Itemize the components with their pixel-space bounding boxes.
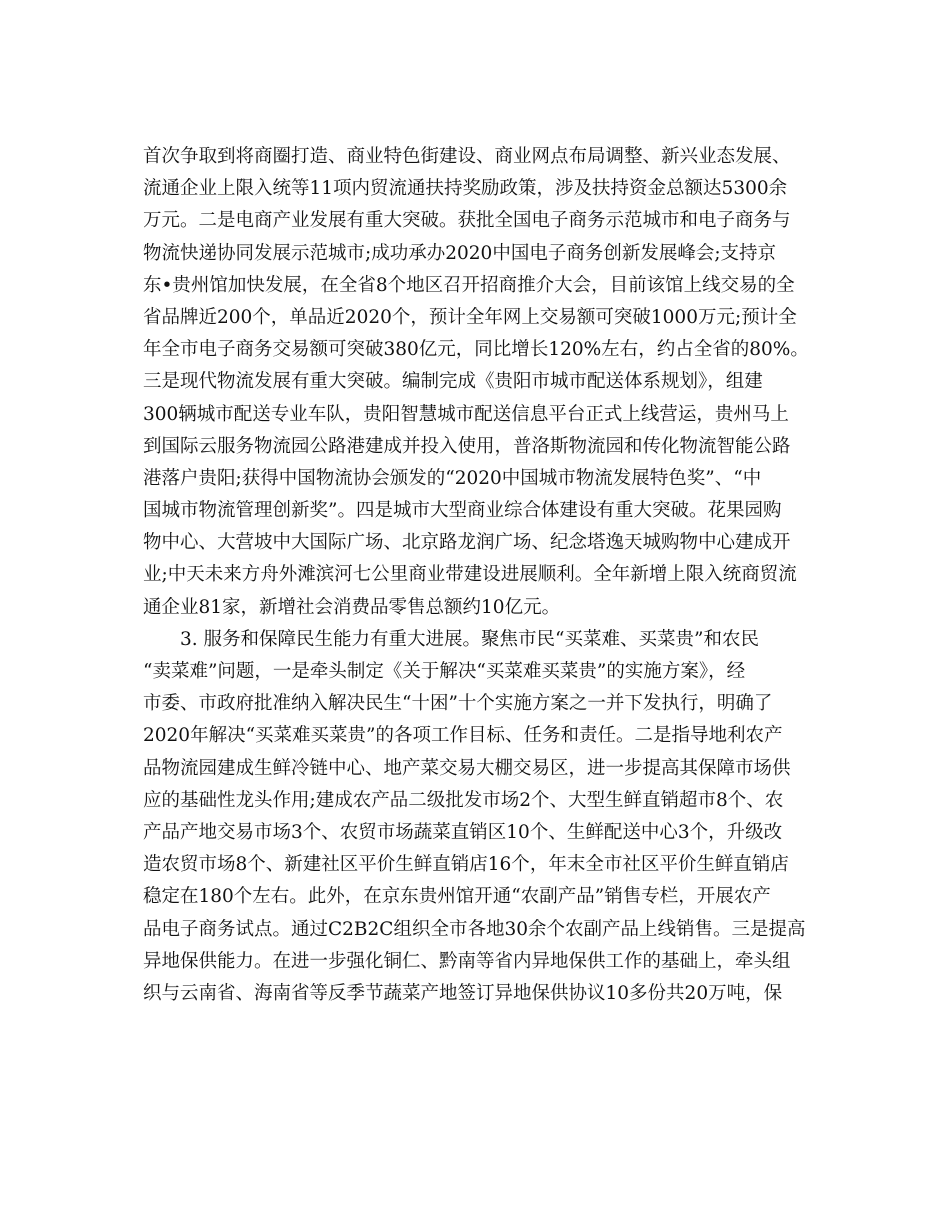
text-line: 稳定在180个左右。此外，在京东贵州馆开通“农副产品”销售专栏，开展农产 <box>143 886 771 908</box>
paragraph-start-line: 3. 服务和保障民生能力有重大进展。聚焦市民“买菜难、买菜贵”和农民 <box>180 628 759 650</box>
text-line: 应的基础性龙头作用;建成农产品二级批发市场2个、大型生鲜直销超市8个、农 <box>143 789 784 811</box>
text-line: 国城市物流管理创新奖”。四是城市大型商业综合体建设有重大突破。花果园购 <box>143 500 782 522</box>
text-line: 三是现代物流发展有重大突破。编制完成《贵阳市城市配送体系规划》，组建 <box>143 371 763 393</box>
text-line: 织与云南省、海南省等反季节蔬菜产地签订异地保供协议10多份共20万吨，保 <box>143 982 783 1004</box>
text-line: 产品产地交易市场3个、农贸市场蔬菜直销区10个、生鲜配送中心3个，升级改 <box>143 821 783 843</box>
text-line: 省品牌近200个，单品近2020个，预计全年网上交易额可突破1000万元;预计全 <box>143 306 797 328</box>
text-line: 万元。二是电商产业发展有重大突破。获批全国电子商务示范城市和电子商务与 <box>143 210 791 232</box>
text-line: 300辆城市配送专业车队，贵阳智慧城市配送信息平台正式上线营运，贵州马上 <box>143 403 789 425</box>
text-line: 业;中天未来方舟外滩滨河七公里商业带建设进展顺利。全年新增上限入统商贸流 <box>143 564 797 586</box>
text-line: 首次争取到将商圈打造、商业特色街建设、商业网点布局调整、新兴业态发展、 <box>143 146 791 167</box>
text-line: 东•贵州馆加快发展，在全省8个地区召开招商推介大会，目前该馆上线交易的全 <box>143 274 795 296</box>
text-line: 流通企业上限入统等11项内贸流通扶持奖励政策，涉及扶持资金总额达5300余 <box>143 178 788 200</box>
text-line: 物中心、大营坡中大国际广场、北京路龙润广场、纪念塔逸天城购物中心建成开 <box>143 532 791 554</box>
text-line: 物流快递协同发展示范城市;成功承办2020中国电子商务创新发展峰会;支持京 <box>143 242 777 264</box>
body-text <box>143 141 813 1010</box>
text-line: 港落户贵阳;获得中国物流协会颁发的“2020中国城市物流发展特色奖”、“中 <box>143 467 762 489</box>
text-line: 造农贸市场8个、新建社区平价生鲜直销店16个，年末全市社区平价生鲜直销店 <box>143 854 789 876</box>
text-line: 市委、市政府批准纳入解决民生“十困”十个实施方案之一并下发执行，明确了 <box>143 693 773 715</box>
text-line: “卖菜难”问题，一是牵头制定《关于解决“买菜难买菜贵”的实施方案》，经 <box>143 661 746 682</box>
text-line: 到国际云服务物流园公路港建成并投入使用，普洛斯物流园和传化物流智能公路 <box>143 435 791 457</box>
text-line: 品电子商务试点。通过C2B2C组织全市各地30余个农副产品上线销售。三是提高 <box>143 918 806 940</box>
text-line: 品物流园建成生鲜冷链中心、地产菜交易大棚交易区，进一步提高其保障市场供 <box>143 757 791 779</box>
text-line: 通企业81家，新增社会消费品零售总额约10亿元。 <box>143 596 561 618</box>
text-line: 2020年解决“买菜难买菜贵”的各项工作目标、任务和责任。二是指导地利农产 <box>143 725 783 747</box>
text-line: 年全市电子商务交易额可突破380亿元，同比增长120%左右，约占全省的80%。 <box>143 339 809 361</box>
text-line: 异地保供能力。在进一步强化铜仁、黔南等省内异地保供工作的基础上，牵头组 <box>143 950 791 972</box>
